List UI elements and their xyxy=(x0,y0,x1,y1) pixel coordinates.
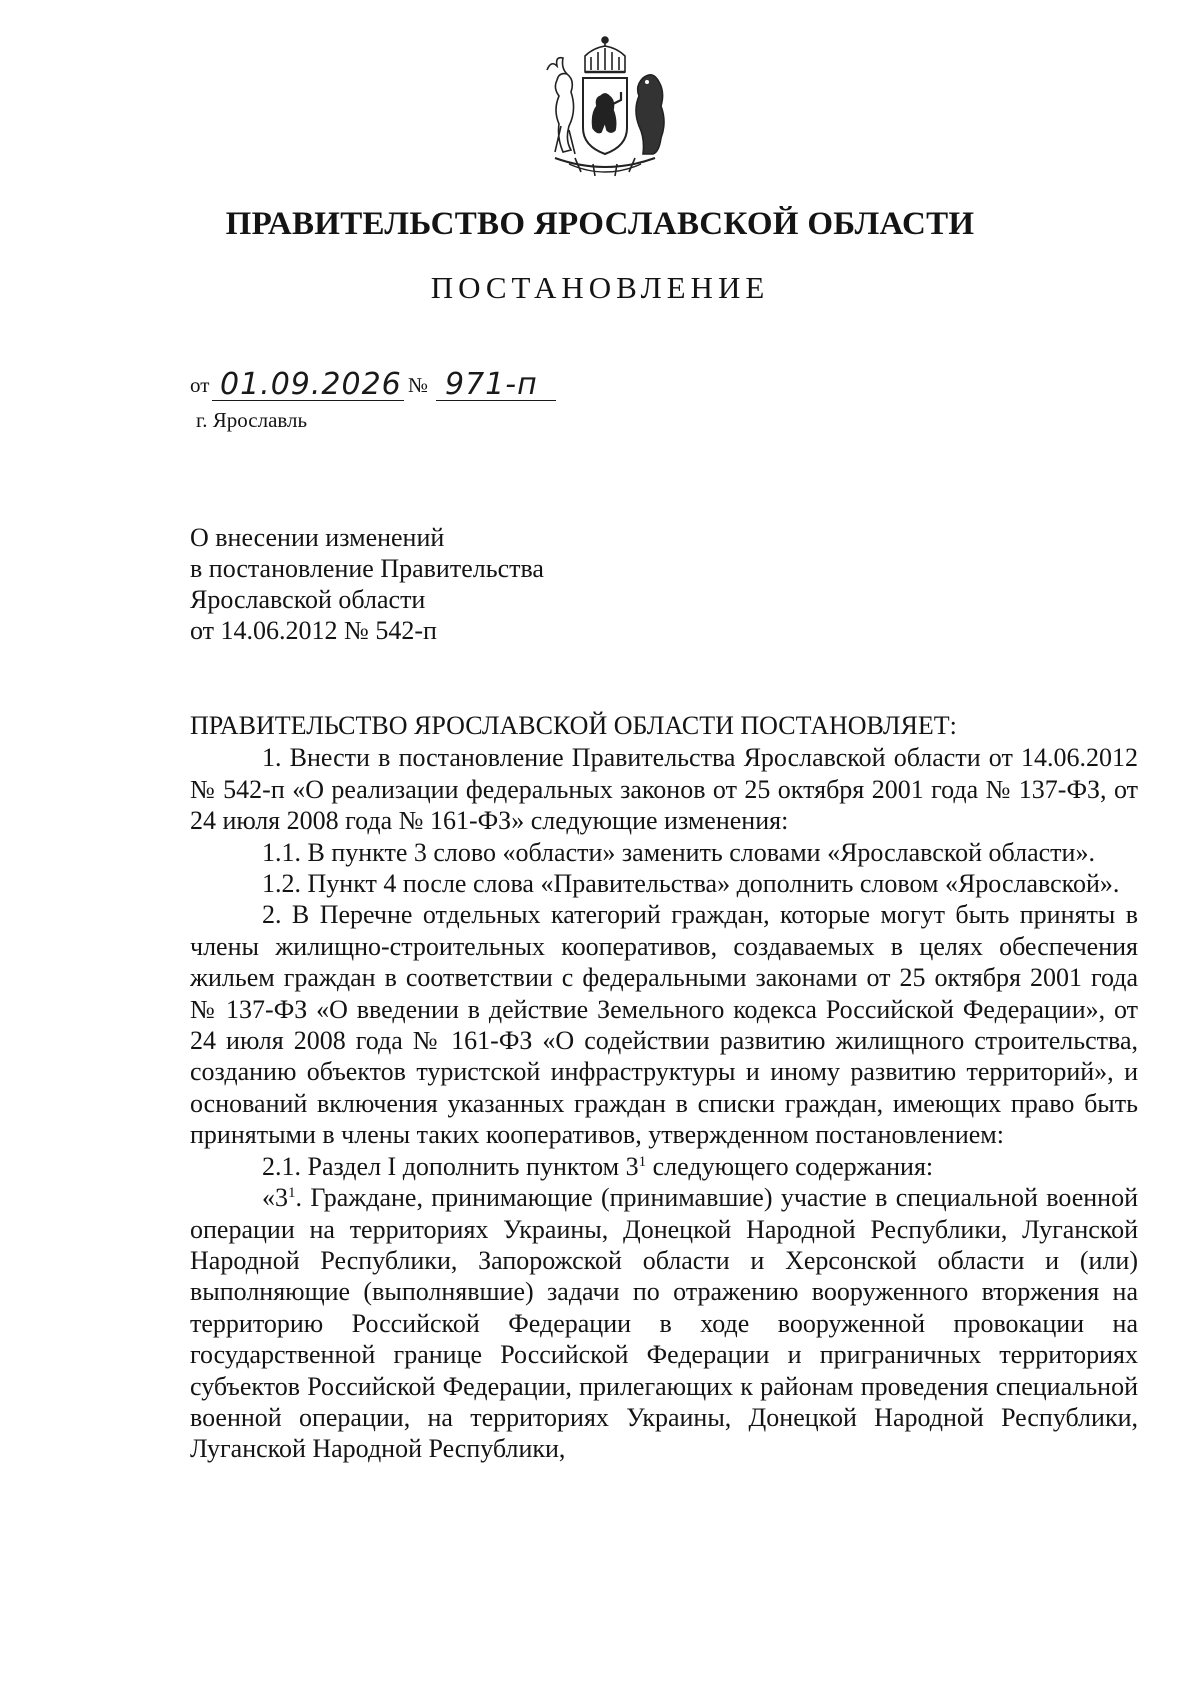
handwritten-number: 971-п xyxy=(445,367,538,402)
document-body xyxy=(190,710,1138,1465)
p3-text: . Граждане, принимающие (принимавшие) участие в специальной военной операции на территориях Украины, Донецкой Народной Республики, Луганской Народной Республики, Запорожской области и Херсонской области и (или) выполняющие (выполнявшие) задачи по отражению вооруженного вторжения на территорию Российской Федерации в ходе вооруженной провокации на государственной границе Российской Федерации и приграничных территориях субъектов Российской Федерации, прилегающих к районам проведения специальной военной операции, на территориях Украины, Донецкой Народной Республики, Луганской Народной Республики, xyxy=(190,1183,1138,1464)
subject-line: от 14.06.2012 № 542-п xyxy=(190,616,437,645)
p2-1-text-end: следующего содержания: xyxy=(646,1151,934,1181)
paragraph-1-2: 1.2. Пункт 4 после слова «Правительства» дополнить словом «Ярославской». xyxy=(262,869,1120,899)
p2-1-text: 2.1. Раздел I дополнить пунктом 3 xyxy=(262,1151,639,1181)
handwritten-date: 01.09.2026 xyxy=(220,367,402,402)
registration-line xyxy=(190,367,610,407)
paragraph-3-1-quote xyxy=(190,1182,1138,1465)
preamble: ПРАВИТЕЛЬСТВО ЯРОСЛАВСКОЙ ОБЛАСТИ ПОСТАНОВЛЯЕТ: xyxy=(190,711,957,740)
subject-line: в постановление Правительства xyxy=(190,554,544,583)
number-prefix: № xyxy=(408,373,429,397)
subject-line: Ярославской области xyxy=(190,585,426,614)
superscript: 1 xyxy=(638,1153,647,1170)
document-type: ПОСТАНОВЛЕНИЕ xyxy=(430,270,770,305)
p3-text-start: «3 xyxy=(262,1183,288,1213)
paragraph-2-1 xyxy=(190,1151,1138,1182)
paragraph-1-1: 1.1. В пункте 3 слово «области» заменить словами «Ярославской области». xyxy=(262,837,1095,867)
yaroslavl-coat-of-arms-icon xyxy=(535,30,675,182)
document-subject xyxy=(190,522,544,646)
organization-title: ПРАВИТЕЛЬСТВО ЯРОСЛАВСКОЙ ОБЛАСТИ xyxy=(225,206,975,242)
date-prefix: от xyxy=(190,373,210,397)
subject-line: О внесении изменений xyxy=(190,523,445,552)
city: г. Ярославль xyxy=(196,408,308,432)
paragraph-2: 2. В Перечне отдельных категорий граждан, которые могут быть приняты в члены жилищно-строительных кооперативов, создаваемых в целях обеспечения жильем граждан в соответствии с федеральными законами от 25 октября 2001 года № 137-ФЗ «О введении в действие Земельного кодекса Российской Федерации», от 24 июля 2008 года № 161-ФЗ «О содействии развитию жилищного строительства, созданию объектов туристской инфраструктуры и иному развитию территорий», и оснований включения указанных граждан в списки граждан, имеющих право быть принятыми в члены таких кооперативов, утвержденном постановлением: xyxy=(190,900,1138,1150)
paragraph-1: 1. Внести в постановление Правительства Ярославской области от 14.06.2012 № 542-п «О реализации федеральных законов от 25 октября 2001 года № 137-ФЗ, от 24 июля 2008 года № 161-ФЗ» следующие изменения: xyxy=(190,743,1138,836)
superscript: 1 xyxy=(288,1185,296,1202)
